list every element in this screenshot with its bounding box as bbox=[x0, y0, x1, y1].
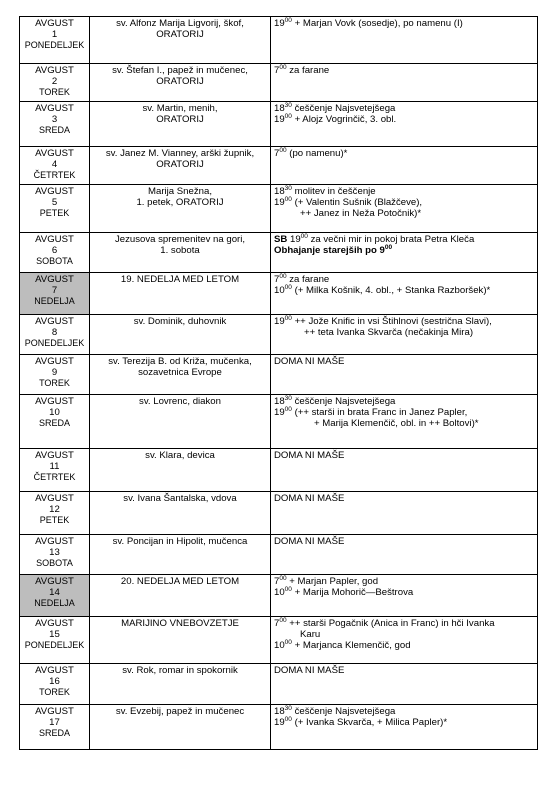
feast-cell bbox=[90, 575, 271, 617]
day-number: 11 bbox=[49, 461, 60, 472]
day-number: 8 bbox=[51, 327, 58, 338]
mass-minutes: 00 bbox=[279, 273, 287, 280]
day-number: 5 bbox=[51, 197, 58, 208]
date-cell bbox=[20, 664, 90, 705]
month-label: AVGUST bbox=[35, 65, 74, 76]
intentions-cell bbox=[271, 17, 538, 64]
feast-line: sv. Dominik, duhovnik bbox=[133, 316, 227, 327]
date-cell bbox=[20, 233, 90, 273]
intentions-cell bbox=[271, 575, 538, 617]
weekday-label: ČETRTEK bbox=[33, 170, 76, 180]
table-row bbox=[20, 64, 538, 102]
feast-line: 1. petek, ORATORIJ bbox=[136, 197, 224, 208]
intention-line bbox=[274, 234, 534, 245]
table-row bbox=[20, 395, 538, 449]
intention-text: DOMA NI MAŠE bbox=[274, 665, 345, 676]
month-label: AVGUST bbox=[35, 665, 74, 676]
table-row bbox=[20, 233, 538, 273]
feast-line: sv. Poncijan in Hipolit, mučenca bbox=[112, 536, 248, 547]
mass-minutes: 00 bbox=[284, 196, 292, 203]
intention-text: DOMA NI MAŠE bbox=[274, 356, 345, 367]
table-row bbox=[20, 617, 538, 664]
month-label: AVGUST bbox=[35, 493, 74, 504]
day-number: 17 bbox=[49, 717, 60, 728]
intentions-cell bbox=[271, 355, 538, 395]
mass-minutes: 00 bbox=[279, 575, 287, 582]
table-row bbox=[20, 449, 538, 492]
mass-minutes: 30 bbox=[284, 705, 292, 712]
intention-text: za večni mir in pokoj brata Petra Kleča bbox=[307, 234, 475, 245]
feast-cell bbox=[90, 233, 271, 273]
table-row bbox=[20, 705, 538, 750]
month-label: AVGUST bbox=[35, 706, 74, 717]
feast-line: sv. Lovrenc, diakon bbox=[139, 396, 221, 407]
intention-line bbox=[274, 665, 534, 676]
intention-text: za farane bbox=[286, 274, 330, 285]
table-row bbox=[20, 147, 538, 185]
intention-text: (+ Ivanka Skvarča, + Milica Papler)* bbox=[291, 717, 448, 728]
date-cell bbox=[20, 617, 90, 664]
intentions-cell bbox=[271, 535, 538, 575]
weekday-label: SOBOTA bbox=[36, 256, 73, 266]
mass-hour: 18 bbox=[274, 186, 285, 197]
intention-text: + Marjan Vovk (sosedje), po namenu (I) bbox=[291, 18, 463, 29]
feast-line: sv. Rok, romar in spokornik bbox=[122, 665, 238, 676]
intention-text: (+ Milka Košnik, 4. obl., + Stanka Razboršek)* bbox=[291, 285, 491, 296]
feast-cell bbox=[90, 617, 271, 664]
table-row bbox=[20, 575, 538, 617]
intention-text: + Marija Klemenčič, obl. in ++ Boltovi)* bbox=[314, 418, 479, 429]
mass-hour: 18 bbox=[274, 706, 285, 717]
feast-cell bbox=[90, 535, 271, 575]
date-cell bbox=[20, 147, 90, 185]
weekday-label: PETEK bbox=[39, 515, 70, 525]
intention-line bbox=[274, 186, 534, 197]
intention-line bbox=[274, 717, 534, 728]
weekday-label: PONEDELJEK bbox=[24, 40, 85, 50]
intention-text: + Marjanca Klemenčič, god bbox=[291, 640, 411, 651]
weekday-label: NEDELJA bbox=[34, 598, 75, 608]
feast-cell bbox=[90, 315, 271, 355]
month-label: AVGUST bbox=[35, 234, 74, 245]
day-number: 16 bbox=[49, 676, 60, 687]
feast-line: 20. NEDELJA MED LETOM bbox=[120, 576, 240, 587]
intentions-cell bbox=[271, 64, 538, 102]
intentions-cell bbox=[271, 449, 538, 492]
intention-line bbox=[274, 493, 534, 504]
feast-cell bbox=[90, 102, 271, 147]
weekday-label: TOREK bbox=[39, 687, 70, 697]
mass-hour: 7 bbox=[274, 576, 280, 587]
intention-line bbox=[274, 418, 534, 429]
feast-cell bbox=[90, 492, 271, 535]
feast-line: 1. sobota bbox=[160, 245, 200, 256]
weekday-label: PONEDELJEK bbox=[24, 640, 85, 650]
day-number: 1 bbox=[51, 29, 58, 40]
feast-line: sv. Martin, menih, bbox=[142, 103, 218, 114]
day-number: 7 bbox=[51, 285, 58, 296]
intentions-cell bbox=[271, 102, 538, 147]
month-label: AVGUST bbox=[35, 536, 74, 547]
intention-line bbox=[274, 576, 534, 587]
intention-line bbox=[274, 640, 534, 651]
mass-hour: 7 bbox=[274, 618, 280, 629]
intention-line bbox=[274, 407, 534, 418]
weekday-label: NEDELJA bbox=[34, 296, 75, 306]
feast-line: sv. Ivana Šantalska, vdova bbox=[123, 493, 237, 504]
feast-line: 19. NEDELJA MED LETOM bbox=[120, 274, 240, 285]
mass-hour: 19 bbox=[290, 234, 301, 245]
table-row bbox=[20, 102, 538, 147]
mass-minutes: 00 bbox=[279, 64, 287, 71]
feast-line: Marija Snežna, bbox=[148, 186, 212, 197]
intention-line bbox=[274, 536, 534, 547]
intention-line bbox=[274, 285, 534, 296]
feast-cell bbox=[90, 17, 271, 64]
weekday-label: SREDA bbox=[38, 418, 70, 428]
intention-line bbox=[274, 148, 534, 159]
day-number: 14 bbox=[49, 587, 60, 598]
month-label: AVGUST bbox=[35, 618, 74, 629]
feast-line: ORATORIJ bbox=[156, 159, 204, 170]
month-label: AVGUST bbox=[35, 356, 74, 367]
intention-text: za farane bbox=[286, 65, 330, 76]
intention-line bbox=[274, 65, 534, 76]
mass-minutes: 00 bbox=[284, 284, 292, 291]
mass-minutes: 00 bbox=[284, 315, 292, 322]
mass-hour: 7 bbox=[274, 274, 280, 285]
feast-line: ORATORIJ bbox=[156, 29, 204, 40]
intention-line bbox=[274, 450, 534, 461]
intention-text: Obhajanje starejših po 9 bbox=[274, 245, 385, 256]
date-cell bbox=[20, 355, 90, 395]
date-cell bbox=[20, 64, 90, 102]
feast-cell bbox=[90, 449, 271, 492]
feast-cell bbox=[90, 64, 271, 102]
feast-line: MARIJINO VNEBOVZETJE bbox=[121, 618, 239, 629]
date-cell bbox=[20, 17, 90, 64]
table-row bbox=[20, 273, 538, 315]
weekday-label: SREDA bbox=[38, 125, 70, 135]
feast-line: ORATORIJ bbox=[156, 76, 204, 87]
intention-text: ++ Janez in Neža Potočnik)* bbox=[300, 208, 422, 219]
weekday-label: PONEDELJEK bbox=[24, 338, 85, 348]
date-cell bbox=[20, 102, 90, 147]
month-label: AVGUST bbox=[35, 396, 74, 407]
table-row bbox=[20, 664, 538, 705]
mass-hour: 19 bbox=[274, 717, 285, 728]
mass-hour: 7 bbox=[274, 65, 280, 76]
intention-line bbox=[274, 629, 534, 640]
intention-text: Karu bbox=[300, 629, 321, 640]
table-row bbox=[20, 535, 538, 575]
weekday-label: TOREK bbox=[39, 87, 70, 97]
intention-text: (po namenu)* bbox=[286, 148, 348, 159]
weekday-label: SOBOTA bbox=[36, 558, 73, 568]
feast-line: ORATORIJ bbox=[156, 114, 204, 125]
weekday-label: SREDA bbox=[38, 728, 70, 738]
feast-line: sv. Evzebij, papež in mučenec bbox=[115, 706, 245, 717]
mass-hour: 19 bbox=[274, 114, 285, 125]
feast-cell bbox=[90, 395, 271, 449]
date-cell bbox=[20, 315, 90, 355]
feast-line: sv. Alfonz Marija Ligvorij, škof, bbox=[116, 18, 244, 29]
date-cell bbox=[20, 492, 90, 535]
day-number: 4 bbox=[51, 159, 58, 170]
day-number: 15 bbox=[49, 629, 60, 640]
intention-line bbox=[274, 587, 534, 598]
intention-line bbox=[274, 396, 534, 407]
intention-text: DOMA NI MAŠE bbox=[274, 450, 345, 461]
intentions-cell bbox=[271, 395, 538, 449]
mass-hour: 19 bbox=[274, 18, 285, 29]
mass-hour: 18 bbox=[274, 396, 285, 407]
feast-line: sv. Štefan I., papež in mučenec, bbox=[112, 65, 248, 76]
day-number: 9 bbox=[51, 367, 58, 378]
day-number: 10 bbox=[49, 407, 60, 418]
feast-cell bbox=[90, 705, 271, 750]
intentions-cell bbox=[271, 664, 538, 705]
intention-line bbox=[274, 706, 534, 717]
intention-line bbox=[274, 208, 534, 219]
mass-hour: 10 bbox=[274, 587, 285, 598]
intention-text: + Marija Mohorič—Beštrova bbox=[291, 587, 414, 598]
month-label: AVGUST bbox=[35, 450, 74, 461]
intentions-cell bbox=[271, 492, 538, 535]
schedule-body bbox=[20, 17, 538, 750]
mass-minutes: 00 bbox=[300, 233, 308, 240]
intention-text: češčenje Najsvetejšega bbox=[291, 396, 396, 407]
intention-text: (+ Valentin Sušnik (Blažčeve), bbox=[291, 197, 423, 208]
intention-line bbox=[274, 18, 534, 29]
intention-text: ++ Jože Knific in vsi Štihlnovi (sestrična Slavi), bbox=[291, 316, 492, 327]
month-label: AVGUST bbox=[35, 186, 74, 197]
mass-minutes: 00 bbox=[284, 586, 292, 593]
intention-text: DOMA NI MAŠE bbox=[274, 536, 345, 547]
intentions-cell bbox=[271, 705, 538, 750]
day-number: 6 bbox=[51, 245, 58, 256]
date-cell bbox=[20, 449, 90, 492]
mass-schedule-table bbox=[19, 16, 538, 750]
mass-hour: 7 bbox=[274, 148, 280, 159]
intention-text: ++ teta Ivanka Skvarča (nečakinja Mira) bbox=[304, 327, 474, 338]
mass-hour: 19 bbox=[274, 316, 285, 327]
intentions-cell bbox=[271, 233, 538, 273]
time-minutes: 00 bbox=[384, 244, 393, 251]
intention-text: češčenje Najsvetejšega bbox=[291, 706, 396, 717]
intention-text: češčenje Najsvetejšega bbox=[291, 103, 396, 114]
feast-cell bbox=[90, 185, 271, 233]
date-cell bbox=[20, 395, 90, 449]
feast-line: sv. Klara, devica bbox=[145, 450, 215, 461]
date-cell bbox=[20, 575, 90, 617]
weekday-label: PETEK bbox=[39, 208, 70, 218]
date-cell bbox=[20, 705, 90, 750]
mass-minutes: 30 bbox=[284, 395, 292, 402]
intention-line bbox=[274, 327, 534, 338]
table-row bbox=[20, 492, 538, 535]
month-label: AVGUST bbox=[35, 103, 74, 114]
weekday-label: TOREK bbox=[39, 378, 70, 388]
date-cell bbox=[20, 273, 90, 315]
month-label: AVGUST bbox=[35, 576, 74, 587]
feast-line: sv. Terezija B. od Križa, mučenka, bbox=[108, 356, 252, 367]
intention-line bbox=[274, 103, 534, 114]
month-label: AVGUST bbox=[35, 316, 74, 327]
intention-line bbox=[274, 245, 534, 256]
day-number: 3 bbox=[51, 114, 58, 125]
mass-hour: 19 bbox=[274, 407, 285, 418]
intention-line bbox=[274, 316, 534, 327]
mass-minutes: 00 bbox=[284, 639, 292, 646]
feast-cell bbox=[90, 147, 271, 185]
intention-line bbox=[274, 274, 534, 285]
month-label: AVGUST bbox=[35, 274, 74, 285]
weekday-label: ČETRTEK bbox=[33, 472, 76, 482]
feast-line: Jezusova spremenitev na gori, bbox=[114, 234, 246, 245]
table-row bbox=[20, 185, 538, 233]
intention-text: DOMA NI MAŠE bbox=[274, 493, 345, 504]
intention-line bbox=[274, 618, 534, 629]
mass-minutes: 00 bbox=[284, 17, 292, 24]
intention-text: + Alojz Vogrinčič, 3. obl. bbox=[291, 114, 397, 125]
day-number: 2 bbox=[51, 76, 58, 87]
table-row bbox=[20, 17, 538, 64]
day-number: 12 bbox=[49, 504, 60, 515]
mass-minutes: 30 bbox=[284, 102, 292, 109]
mass-minutes: 00 bbox=[284, 113, 292, 120]
intentions-cell bbox=[271, 273, 538, 315]
mass-hour: 19 bbox=[274, 197, 285, 208]
mass-hour: 10 bbox=[274, 285, 285, 296]
intentions-cell bbox=[271, 617, 538, 664]
intention-line bbox=[274, 197, 534, 208]
day-number: 13 bbox=[49, 547, 60, 558]
intentions-cell bbox=[271, 185, 538, 233]
month-label: AVGUST bbox=[35, 148, 74, 159]
intention-text: (++ starši in brata Franc in Janez Papler, bbox=[291, 407, 468, 418]
mass-minutes: 00 bbox=[279, 617, 287, 624]
mass-minutes: 00 bbox=[284, 716, 292, 723]
mass-minutes: 00 bbox=[279, 147, 287, 154]
feast-line: sozavetnica Evrope bbox=[138, 367, 222, 378]
feast-cell bbox=[90, 355, 271, 395]
intentions-cell bbox=[271, 315, 538, 355]
intention-text: + Marjan Papler, god bbox=[286, 576, 379, 587]
mass-minutes: 00 bbox=[284, 406, 292, 413]
intention-line bbox=[274, 114, 534, 125]
intention-text: molitev in češčenje bbox=[291, 186, 376, 197]
feast-cell bbox=[90, 273, 271, 315]
date-cell bbox=[20, 185, 90, 233]
intention-line bbox=[274, 356, 534, 367]
table-row bbox=[20, 315, 538, 355]
month-label: AVGUST bbox=[35, 18, 74, 29]
mass-hour: 18 bbox=[274, 103, 285, 114]
intentions-cell bbox=[271, 147, 538, 185]
mass-hour: 10 bbox=[274, 640, 285, 651]
table-row bbox=[20, 355, 538, 395]
intention-text: ++ starši Pogačnik (Anica in Franc) in hči Ivanka bbox=[286, 618, 495, 629]
date-cell bbox=[20, 535, 90, 575]
mass-minutes: 30 bbox=[284, 185, 292, 192]
feast-cell bbox=[90, 664, 271, 705]
feast-line: sv. Janez M. Vianney, arški župnik, bbox=[105, 148, 255, 159]
special-prefix: SB bbox=[274, 234, 288, 245]
